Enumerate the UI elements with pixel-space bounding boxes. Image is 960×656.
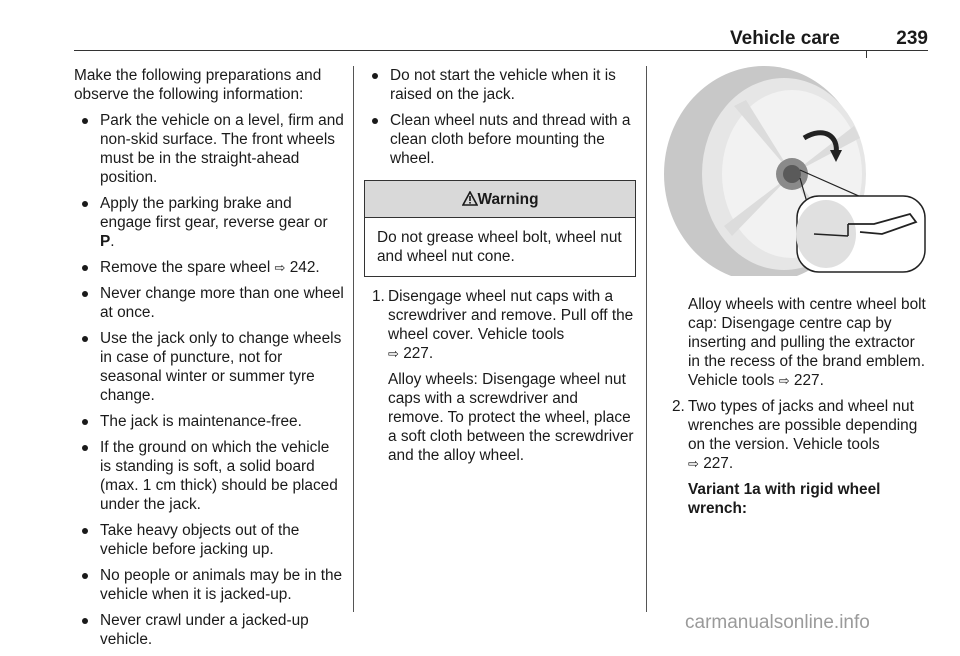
list-item: Apply the parking brake and engage first gear, reverse gear or P. — [74, 194, 344, 251]
list-item: No people or animals may be in the vehicle when it is jacked-up. — [74, 566, 344, 604]
step-number: 1. — [372, 288, 385, 305]
page-ref-link[interactable]: 227 — [703, 455, 729, 472]
figure-caption: Alloy wheels with centre wheel bolt cap: Disengage centre cap by inserting and pulling the extractor in the recess of the brand emblem. Vehicle tools ⇨ 227. — [688, 296, 926, 389]
warning-triangle-icon — [462, 191, 478, 206]
section-title: Vehicle care — [730, 28, 840, 49]
page-ref-link[interactable]: 227 — [793, 372, 820, 389]
page-number: 239 — [896, 28, 928, 49]
step-item: 2. Two types of jacks and wheel nut wrenches are possible depending on the version. Vehicle tools ⇨ 227. Variant 1a with rigid wheel wrench: — [664, 397, 928, 518]
column-3 — [664, 66, 928, 525]
step-text: Disengage wheel nut caps with a screwdriver and remove. Pull off the wheel cover. Vehicle tools — [388, 288, 634, 343]
caution-list — [364, 66, 636, 168]
page-ref-link[interactable]: 242 — [289, 259, 316, 276]
step-item: 1. Disengage wheel nut caps with a screwdriver and remove. Pull off the wheel cover. Vehicle tools ⇨ 227. Alloy wheels: Disengage wheel nut caps with a screwdriver and remove. To protect the wheel, place a soft cloth between the screwdriver and the alloy wheel. — [364, 287, 636, 465]
column-divider-1 — [353, 66, 354, 612]
gear-p-label: P — [100, 233, 111, 250]
page-header — [74, 28, 928, 52]
header-rule — [74, 50, 928, 51]
column-1 — [74, 66, 344, 656]
step-list — [364, 287, 636, 465]
variant-heading: Variant 1a with rigid wheel wrench: — [688, 481, 881, 517]
watermark: carmanualsonline.info — [685, 612, 870, 633]
column-divider-2 — [646, 66, 647, 612]
intro-paragraph: Make the following preparations and observe the following information: — [74, 67, 322, 103]
list-item: Never change more than one wheel at once. — [74, 284, 344, 322]
list-item-text: Remove the spare wheel — [100, 259, 271, 276]
header-tick — [866, 50, 867, 58]
step-subparagraph: Alloy wheels: Disengage wheel nut caps with a screwdriver and remove. To protect the wheel, place a soft cloth between the screwdriver and the alloy wheel. — [388, 371, 634, 464]
page-ref-arrow-icon: ⇨ — [388, 346, 399, 361]
warning-heading-text: Warning — [477, 191, 539, 208]
page-ref-arrow-icon: ⇨ — [778, 373, 790, 388]
step-list — [664, 397, 928, 518]
list-item: The jack is maintenance-free. — [74, 412, 344, 431]
list-item: Never crawl under a jacked-up vehicle. — [74, 611, 344, 649]
step-text: Two types of jacks and wheel nut wrenches are possible depending on the version. Vehicle tools — [688, 398, 918, 453]
list-item: Park the vehicle on a level, firm and non-skid surface. The front wheels must be in the straight-ahead position. — [74, 111, 344, 187]
preparation-list — [74, 111, 344, 649]
list-item: Remove the spare wheel ⇨ 242. — [74, 258, 344, 277]
caption-text: Alloy wheels with centre wheel bolt cap: Disengage centre cap by inserting and pulling the extractor in the recess of the brand emblem. Vehicle tools — [688, 296, 926, 389]
page-ref-link[interactable]: 227 — [403, 345, 429, 362]
list-item: Do not start the vehicle when it is raised on the jack. — [364, 66, 636, 104]
list-item: Take heavy objects out of the vehicle before jacking up. — [74, 521, 344, 559]
warning-body: Do not grease wheel bolt, wheel nut and wheel nut cone. — [377, 229, 622, 265]
list-item: If the ground on which the vehicle is standing is soft, a solid board (max. 1 cm thick) should be placed under the jack. — [74, 438, 344, 514]
warning-heading — [365, 181, 635, 218]
column-2 — [364, 66, 636, 472]
alloy-wheel-centre-cap-illustration — [664, 66, 928, 276]
list-item-text: Apply the parking brake and engage first gear, reverse gear or — [100, 195, 328, 231]
warning-box — [364, 180, 636, 277]
list-item: Clean wheel nuts and thread with a clean cloth before mounting the wheel. — [364, 111, 636, 168]
step-number: 2. — [672, 398, 685, 415]
page-ref-arrow-icon: ⇨ — [274, 260, 286, 275]
list-item: Use the jack only to change wheels in case of puncture, not for seasonal winter or summer tyre change. — [74, 329, 344, 405]
page-ref-arrow-icon: ⇨ — [688, 456, 699, 471]
